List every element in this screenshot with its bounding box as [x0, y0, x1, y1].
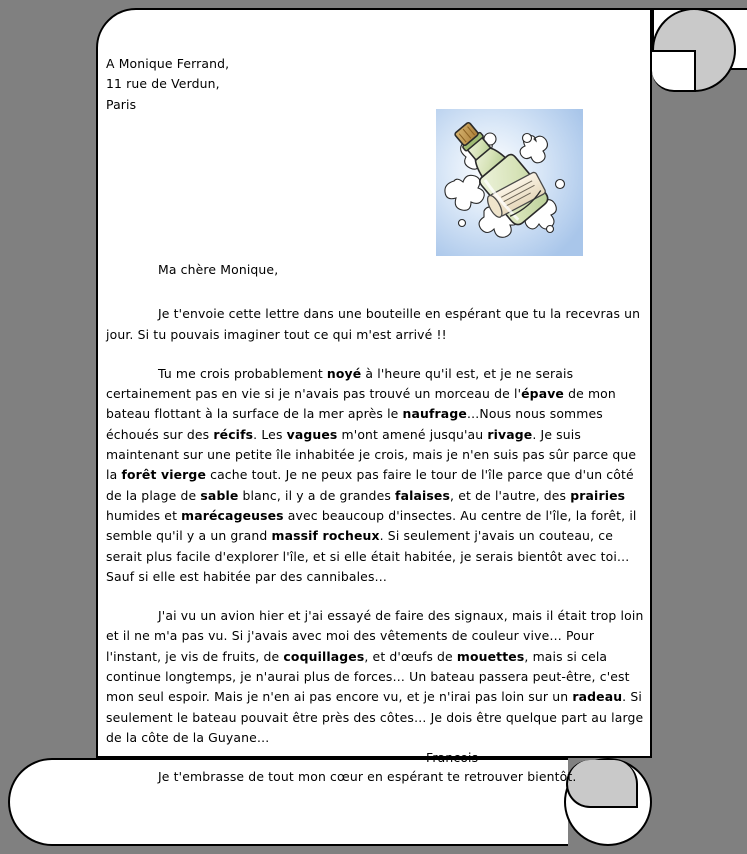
address-line-1: A Monique Ferrand, — [106, 56, 230, 71]
address-line-2: 11 rue de Verdun, — [106, 76, 220, 92]
recipient-address — [106, 54, 406, 115]
letter-page-content — [98, 10, 654, 785]
address-line-3: Paris — [106, 96, 137, 112]
letter-salutation: Ma chère Monique, — [158, 262, 279, 277]
letter-paragraph-2: Tu me crois probablement noyé à l'heure qu'il est, et je ne serais certainement pas en vie si je n'avais pas trouvé un morceau de l'épave de mon bateau flottant à la surface de la mer après le naufrage…Nous nous sommes échoués sur des récifs. Les vagues m'ont amené jusqu'au rivage. Je suis maintenant sur une petite île inhabitée je crois, mais je n'en suis pas sûr parce que la forêt vierge cache tout. Je ne peux pas faire le tour de l'île parce que d'un côté de la plage de sable blanc, il y a de grandes falaises, et de l'autre, des prairies humides et marécageuses avec beaucoup d'insectes. Au centre de l'île, la forêt, il semble qu'il y a un grand massif rocheux. Si seulement j'avais un couteau, ce serait plus facile d'explorer l'île, et si elle était habitée, je serais bientôt avec toi… Sauf si elle est habitée par des cannibales… — [106, 365, 637, 584]
letter-closing: Je t'embrasse de tout mon cœur en espérant te retrouver bientôt. — [158, 769, 577, 785]
letter-paragraph-1: Je t'envoie cette lettre dans une bouteille en espérant que tu la recevras un jour. Si tu pouvais imaginer tout ce qui m'est arrivé !! — [106, 306, 641, 342]
letter-page — [96, 8, 652, 785]
scroll-curl-top-right-notch — [652, 50, 696, 92]
letter-paragraph-3: J'ai vu un avion hier et j'ai essayé de faire des signaux, mais il était trop loin et il ne m'a pas vu. Si j'avais avec moi des vêtements de couleur vive… Pour l'instant, je vis de fruits, de coquillages, et d'œufs de mouettes, mais si cela continue longtemps, je n'aurai plus de forces… Un bateau passera peut-être, c'est mon seul espoir. Mais je n'en ai pas encore vu, et je n'irai pas loin sur un radeau. Si seulement le bateau pouvait être près des côtes… Je dois être quelque part au large de la côte de la Guyane… — [106, 608, 644, 745]
message-in-a-bottle-illustration — [432, 105, 587, 260]
letter-signature: Francois — [426, 750, 479, 765]
letter-body — [106, 260, 645, 788]
